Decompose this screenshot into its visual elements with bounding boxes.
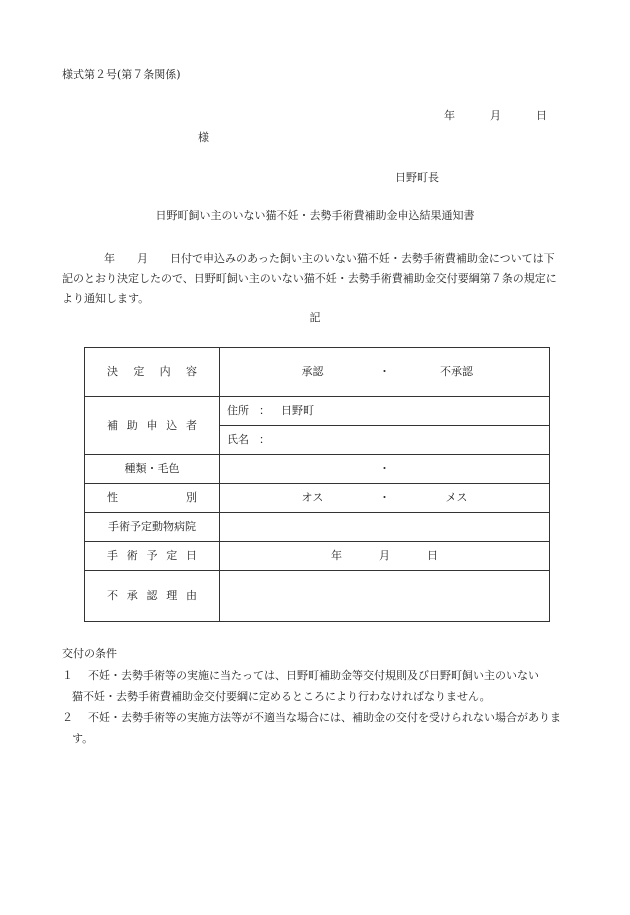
condition-1-line-2: 猫不妊・去勢手術費補助金交付要綱に定めるところにより行わなければなりません。 xyxy=(72,690,491,703)
applicant-address-row xyxy=(85,397,550,426)
body-paragraph xyxy=(62,249,574,309)
ki-heading: 記 xyxy=(309,311,321,324)
sex-label: 性 別 xyxy=(85,484,220,513)
date-year-label: 年 xyxy=(444,109,455,122)
form-number: 様式第２号(第７条関係) xyxy=(62,68,181,81)
reject-reason-row xyxy=(85,571,550,622)
surgery-date-row xyxy=(85,542,550,571)
name-field[interactable] xyxy=(220,426,550,455)
clinic-row xyxy=(85,513,550,542)
decision-approved[interactable]: 承認 xyxy=(301,365,324,378)
type-color-field[interactable] xyxy=(220,455,550,484)
name-label: 氏名 xyxy=(227,433,249,446)
decision-rejected[interactable]: 不承認 xyxy=(440,365,473,378)
address-colon: ： xyxy=(259,404,270,417)
body-line-1: 年 月 日付で申込みのあった飼い主のいない猫不妊・去勢手術費補助金については下 xyxy=(82,252,555,265)
address-label: 住所 xyxy=(227,404,249,417)
decision-label: 決 定 内 容 xyxy=(85,348,220,397)
type-color-label: 種類・毛色 xyxy=(85,455,220,484)
addressee-suffix: 様 xyxy=(198,131,209,144)
body-line-2: 記のとおり決定したので、日野町飼い主のいない猫不妊・去勢手術費補助金交付要綱第７条の規定に xyxy=(62,272,557,285)
applicant-label: 補 助 申 込 者 xyxy=(85,397,220,455)
condition-2-number: ２ xyxy=(62,711,73,724)
clinic-label: 手術予定動物病院 xyxy=(85,513,220,542)
clinic-field[interactable] xyxy=(220,513,550,542)
issuer: 日野町長 xyxy=(395,171,439,184)
sex-female[interactable]: メス xyxy=(445,491,468,504)
address-field[interactable] xyxy=(220,397,550,426)
decision-row xyxy=(85,348,550,397)
surgery-day-label: 日 xyxy=(427,549,438,562)
document-title: 日野町飼い主のいない猫不妊・去勢手術費補助金申込結果通知書 xyxy=(155,209,475,222)
decision-value xyxy=(220,348,550,397)
surgery-year-label: 年 xyxy=(331,549,342,562)
date-month-label: 月 xyxy=(490,109,501,122)
condition-item-2 xyxy=(62,707,582,749)
sex-separator: ・ xyxy=(379,491,390,504)
surgery-month-label: 月 xyxy=(379,549,390,562)
condition-1-line-1: 不妊・去勢手術等の実施に当たっては、日野町補助金等交付規則及び日野町飼い主のいない xyxy=(88,669,539,682)
result-table xyxy=(84,347,550,622)
type-color-row xyxy=(85,455,550,484)
condition-2-line-2: す。 xyxy=(72,732,94,745)
condition-1-number: １ xyxy=(62,669,73,682)
date-day-label: 日 xyxy=(536,109,547,122)
sex-row xyxy=(85,484,550,513)
body-line-3: より通知します。 xyxy=(62,292,150,305)
conditions-title: 交付の条件 xyxy=(62,647,117,660)
type-color-separator: ・ xyxy=(379,462,390,475)
condition-item-1 xyxy=(62,665,582,707)
reject-reason-label: 不 承 認 理 由 xyxy=(85,571,220,622)
name-colon: ： xyxy=(259,433,270,446)
sex-field xyxy=(220,484,550,513)
issue-date xyxy=(444,109,547,123)
sex-male[interactable]: オス xyxy=(301,491,324,504)
reject-reason-field[interactable] xyxy=(220,571,550,622)
condition-2-line-1: 不妊・去勢手術等の実施方法等が不適当な場合には、補助金の交付を受けられない場合がありま xyxy=(88,711,561,724)
decision-separator: ・ xyxy=(379,365,390,378)
surgery-date-label: 手 術 予 定 日 xyxy=(85,542,220,571)
address-value: 日野町 xyxy=(281,404,314,417)
surgery-date-field[interactable] xyxy=(220,542,550,571)
